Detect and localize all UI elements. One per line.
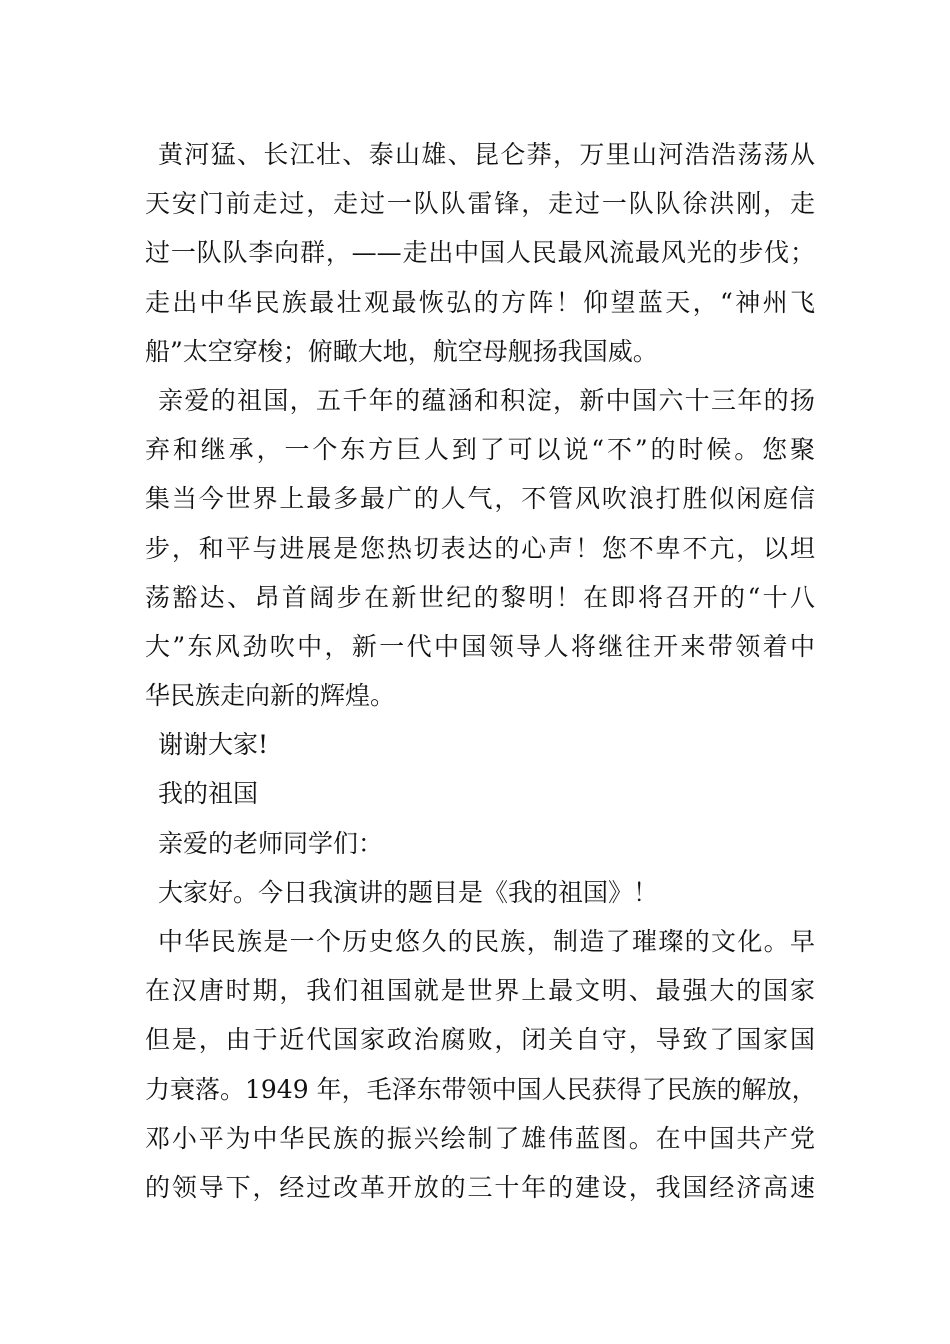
text-line: 邓小平为中华民族的振兴绘制了雄伟蓝图。在中国共产党 xyxy=(145,1123,815,1153)
text-line: 在汉唐时期，我们祖国就是世界上最文明、最强大的国家 xyxy=(145,976,815,1006)
text-line: 船”太空穿梭；俯瞰大地，航空母舰扬我国威。 xyxy=(145,336,658,366)
text-line: 力衰落。1949 年，毛泽东带领中国人民获得了民族的解放， xyxy=(145,1074,817,1104)
text-line: 的领导下，经过改革开放的三十年的建设，我国经济高速 xyxy=(145,1172,815,1202)
text-line: 亲爱的祖国，五千年的蕴涵和积淀，新中国六十三年的扬 xyxy=(158,385,815,415)
speech-text xyxy=(145,130,815,1212)
text-line: 谢谢大家! xyxy=(158,730,269,760)
text-line: 但是，由于近代国家政治腐败，闭关自守，导致了国家国 xyxy=(145,1025,815,1055)
text-line: 华民族走向新的辉煌。 xyxy=(145,681,396,711)
text-line: 弃和继承，一个东方巨人到了可以说“不”的时候。您聚 xyxy=(145,435,815,465)
text-line: 大家好。今日我演讲的题目是《我的祖国》！ xyxy=(158,877,659,907)
text-line: 天安门前走过，走过一队队雷锋，走过一队队徐洪刚，走 xyxy=(145,189,815,219)
text-line: 荡豁达、昂首阔步在新世纪的黎明！在即将召开的“十八 xyxy=(145,582,815,612)
text-line: 集当今世界上最多最广的人气，不管风吹浪打胜似闲庭信 xyxy=(145,484,815,514)
text-line: 中华民族是一个历史悠久的民族，制造了璀璨的文化。早 xyxy=(158,927,815,956)
text-line: 亲爱的老师同学们： xyxy=(158,828,384,858)
text-line: 黄河猛、长江壮、泰山雄、昆仑莽，万里山河浩浩荡荡从 xyxy=(158,140,815,169)
text-line: 步，和平与进展是您热切表达的心声！您不卑不亢，以坦 xyxy=(145,533,815,563)
text-line: 过一队队李向群，——走出中国人民最风流最风光的步伐； xyxy=(145,238,815,268)
text-line: 大”东风劲吹中，新一代中国领导人将继往开来带领着中 xyxy=(145,631,815,661)
text-line: 我的祖国 xyxy=(158,779,259,809)
text-line: 走出中华民族最壮观最恢弘的方阵！仰望蓝天，“神州飞 xyxy=(145,287,815,317)
